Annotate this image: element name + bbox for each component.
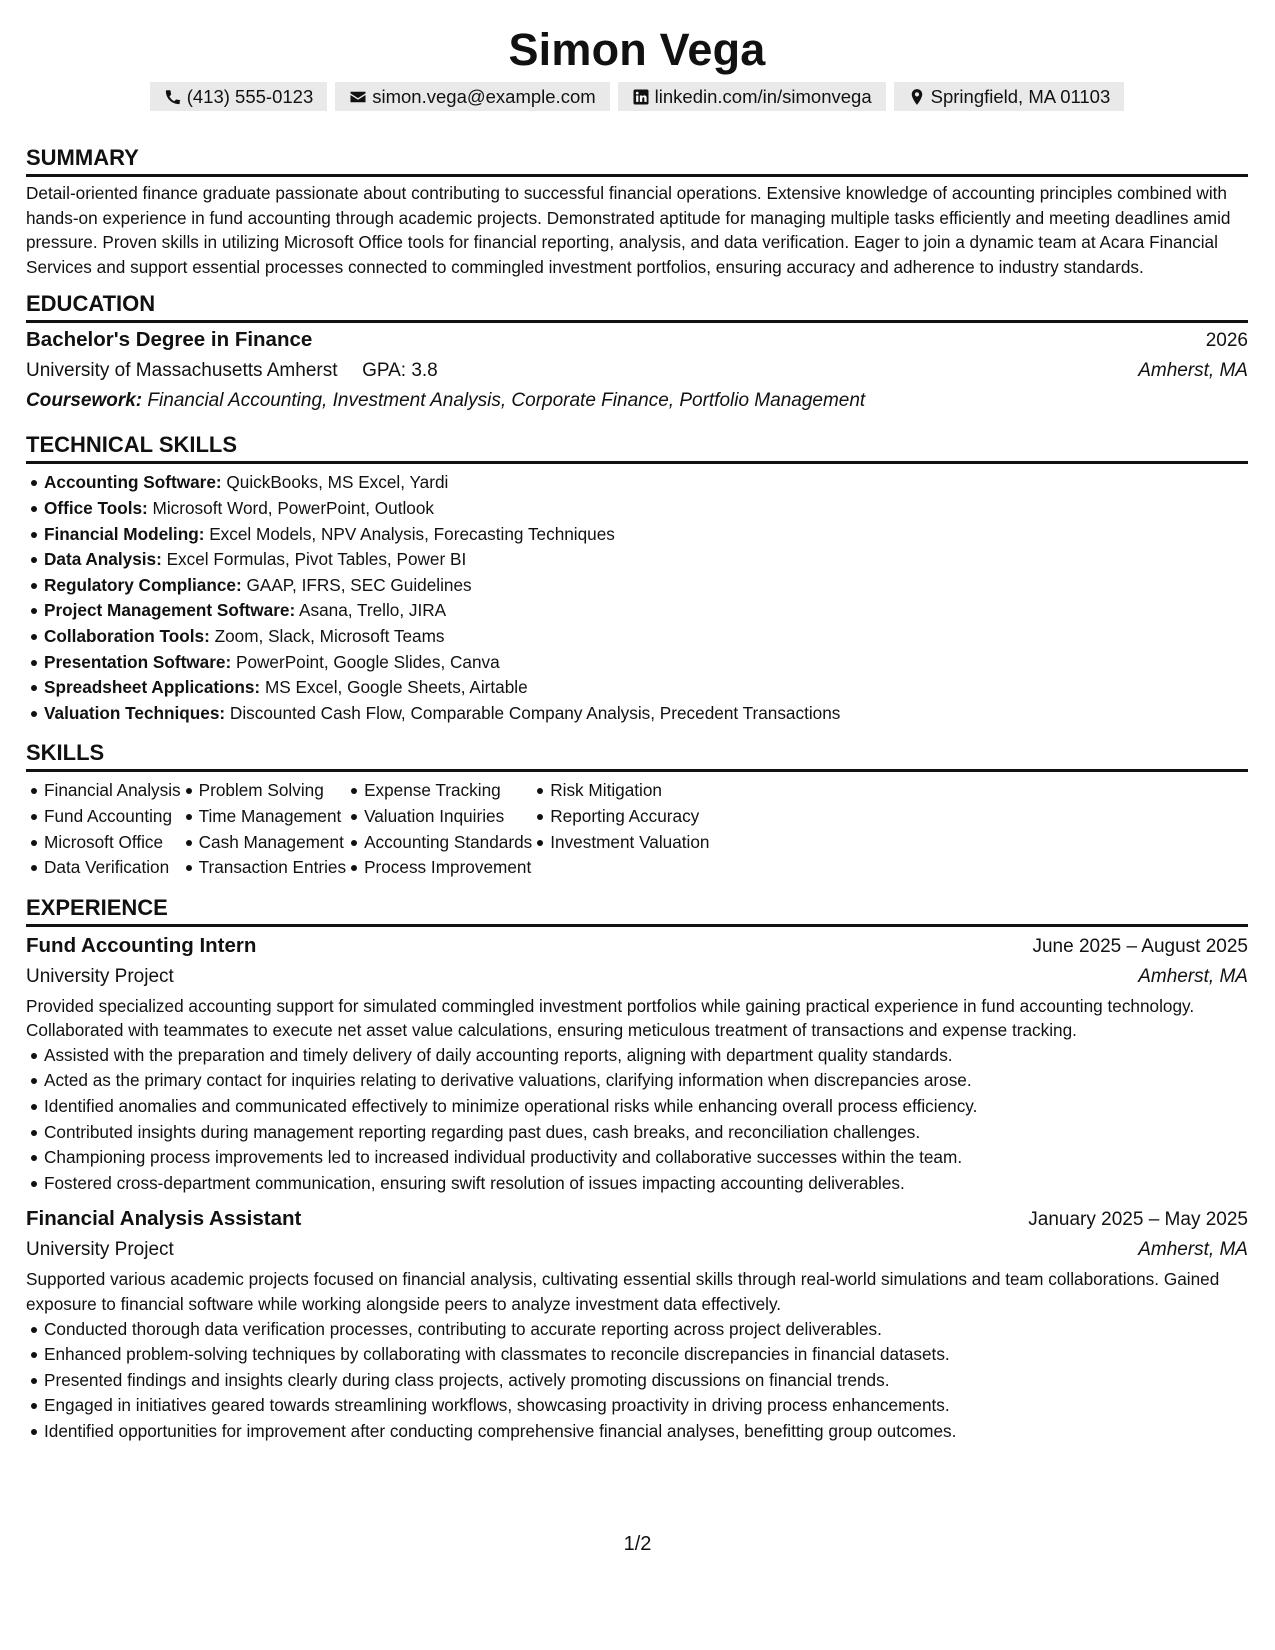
technical-skills-list [26,470,1248,726]
page-number: 1/2 [623,1533,652,1555]
list-item [44,496,1248,522]
job-title: Fund Accounting Intern [26,933,257,957]
contact-email-text: simon.vega@example.com [372,86,596,107]
skill-value: Discounted Cash Flow, Comparable Company Analysis, Precedent Transactions [229,702,841,723]
skills-column [181,778,346,880]
skills-grid [26,778,1248,880]
list-item: Conducted thorough data verification processes, contributing to accurate reporting across project deliverables. [44,1317,1248,1343]
list-item: Acted as the primary contact for inquiries relating to derivative valuations, clarifying information when discrepancies arose. [44,1068,1248,1094]
list-item: Enhanced problem-solving techniques by collaborating with classmates to reconcile discrepancies in financial datasets. [44,1342,1248,1368]
summary-text: Detail-oriented finance graduate passionate about contributing to successful financial operations. Extensive knowledge of accounting principles combined with hands-on experience in fund accounting through academic projects. Demonstrated aptitude for managing multiple tasks efficiently and meeting deadlines amid pressure. Proven skills in utilizing Microsoft Office tools for financial reporting, analysis, and data verification. Eager to join a dynamic team at Acara Financial Services and support essential processes connected to commingled investment portfolios, ensuring accuracy and adherence to industry standards. [26,183,1231,277]
technical-skills-heading: TECHNICAL SKILLS [26,432,1248,464]
summary-heading: SUMMARY [26,145,1248,177]
skills-column [26,778,181,880]
job-dates: June 2025 – August 2025 [1032,935,1248,957]
skill-value: Excel Formulas, Pivot Tables, Power BI [166,549,467,570]
skill-value: GAAP, IFRS, SEC Guidelines [246,574,472,595]
skill-label: Financial Modeling: [44,523,205,544]
list-item [44,598,1248,624]
job-bullets [26,1043,1248,1197]
list-item: Process Improvement [364,855,532,881]
list-item: Data Verification [44,855,181,881]
list-item: Identified anomalies and communicated effectively to minimize operational risks while enhancing overall process efficiency. [44,1094,1248,1120]
list-item: Expense Tracking [364,778,532,804]
list-item [44,650,1248,676]
skill-value: Excel Models, NPV Analysis, Forecasting Techniques [209,523,615,544]
skill-value: QuickBooks, MS Excel, Yardi [226,472,449,493]
skill-label: Regulatory Compliance: [44,574,242,595]
skill-value: Microsoft Word, PowerPoint, Outlook [152,497,435,518]
list-item [44,573,1248,599]
skill-label: Accounting Software: [44,472,222,493]
list-item [44,675,1248,701]
job-description: Provided specialized accounting support for simulated commingled investment portfolios while gaining practical experience in fund accounting technology. Collaborated with teammates to execute net asset value calculations, ensuring meticulous treatment of transactions and expense tracking. [26,995,1195,1041]
resume-page [26,22,1248,1445]
coursework-label: Coursework: [26,390,143,412]
skill-label: Office Tools: [44,497,148,518]
skill-value: Zoom, Slack, Microsoft Teams [214,625,445,646]
job-location: Amherst, MA [1138,965,1248,987]
skill-value: MS Excel, Google Sheets, Airtable [264,677,528,698]
list-item: Engaged in initiatives geared towards streamlining workflows, showcasing proactivity in driving process enhancements. [44,1393,1248,1419]
list-item: Time Management [199,804,346,830]
phone-icon [164,88,182,106]
job-dates: January 2025 – May 2025 [1028,1209,1248,1231]
contact-location-text: Springfield, MA 01103 [930,86,1111,107]
degree-title: Bachelor's Degree in Finance [26,328,313,352]
skill-label: Project Management Software: [44,600,296,621]
summary-section [26,145,1248,279]
list-item [44,522,1248,548]
coursework-list: Financial Accounting, Investment Analysis, Corporate Finance, Portfolio Management [147,390,866,412]
envelope-icon [349,88,367,106]
skill-value: Asana, Trello, JIRA [299,600,447,621]
list-item: Risk Mitigation [550,778,709,804]
skill-label: Data Analysis: [44,549,162,570]
job-entry [26,931,1248,1197]
gpa: GPA: 3.8 [362,360,438,382]
list-item: Fund Accounting [44,804,181,830]
skill-label: Valuation Techniques: [44,702,226,723]
education-heading: EDUCATION [26,291,1248,323]
coursework-line [26,386,1248,416]
skill-label: Spreadsheet Applications: [44,677,261,698]
job-entry [26,1204,1248,1444]
experience-heading: EXPERIENCE [26,895,1248,927]
list-item [44,701,1248,727]
job-location: Amherst, MA [1138,1239,1248,1261]
education-section [26,291,1248,416]
contact-bar [26,82,1248,111]
technical-skills-section [26,432,1248,726]
contact-email[interactable] [335,82,609,111]
school-location: Amherst, MA [1138,360,1248,382]
list-item: Accounting Standards [364,830,532,856]
list-item: Contributed insights during management reporting regarding past dues, cash breaks, and reconciliation challenges. [44,1120,1248,1146]
list-item: Identified opportunities for improvement after conducting comprehensive financial analyses, benefitting group outcomes. [44,1419,1248,1445]
skill-label: Collaboration Tools: [44,625,210,646]
school-name: University of Massachusetts Amherst [26,360,338,382]
list-item [44,470,1248,496]
list-item: Microsoft Office [44,830,181,856]
contact-linkedin-text: linkedin.com/in/simonvega [654,86,872,107]
graduation-year: 2026 [1205,330,1248,352]
job-title: Financial Analysis Assistant [26,1207,302,1231]
list-item: Assisted with the preparation and timely delivery of daily accounting reports, aligning with department quality standards. [44,1043,1248,1069]
candidate-name: Simon Vega [508,24,766,75]
contact-phone[interactable] [150,82,328,111]
job-org: University Project [26,1239,174,1261]
list-item [44,547,1248,573]
job-description: Supported various academic projects focused on financial analysis, cultivating essential skills through real-world simulations and team collaborations. Gained exposure to financial software while working alongside peers to analyze investment data effectively. [26,1269,1220,1315]
list-item: Reporting Accuracy [550,804,709,830]
skills-heading: SKILLS [26,740,1248,772]
contact-linkedin[interactable] [618,82,886,111]
list-item: Presented findings and insights clearly during class projects, actively promoting discussions on financial trends. [44,1368,1248,1394]
skills-section [26,740,1248,880]
list-item: Transaction Entries [199,855,346,881]
contact-phone-text: (413) 555-0123 [186,86,314,107]
map-marker-icon [908,88,926,106]
list-item: Cash Management [199,830,346,856]
list-item: Valuation Inquiries [364,804,532,830]
list-item: Financial Analysis [44,778,181,804]
list-item: Fostered cross-department communication, ensuring swift resolution of issues impacting accounting deliverables. [44,1171,1248,1197]
list-item: Championing process improvements led to increased individual productivity and collaborative successes within the team. [44,1145,1248,1171]
list-item [44,624,1248,650]
experience-section [26,895,1248,1445]
list-item: Problem Solving [199,778,346,804]
job-org: University Project [26,965,174,987]
linkedin-icon [632,88,650,106]
skill-value: PowerPoint, Google Slides, Canva [235,651,500,672]
job-bullets [26,1317,1248,1445]
skills-column [532,778,709,880]
skill-label: Presentation Software: [44,651,232,672]
contact-location[interactable] [894,82,1125,111]
list-item: Investment Valuation [550,830,709,856]
skills-column [346,778,532,880]
